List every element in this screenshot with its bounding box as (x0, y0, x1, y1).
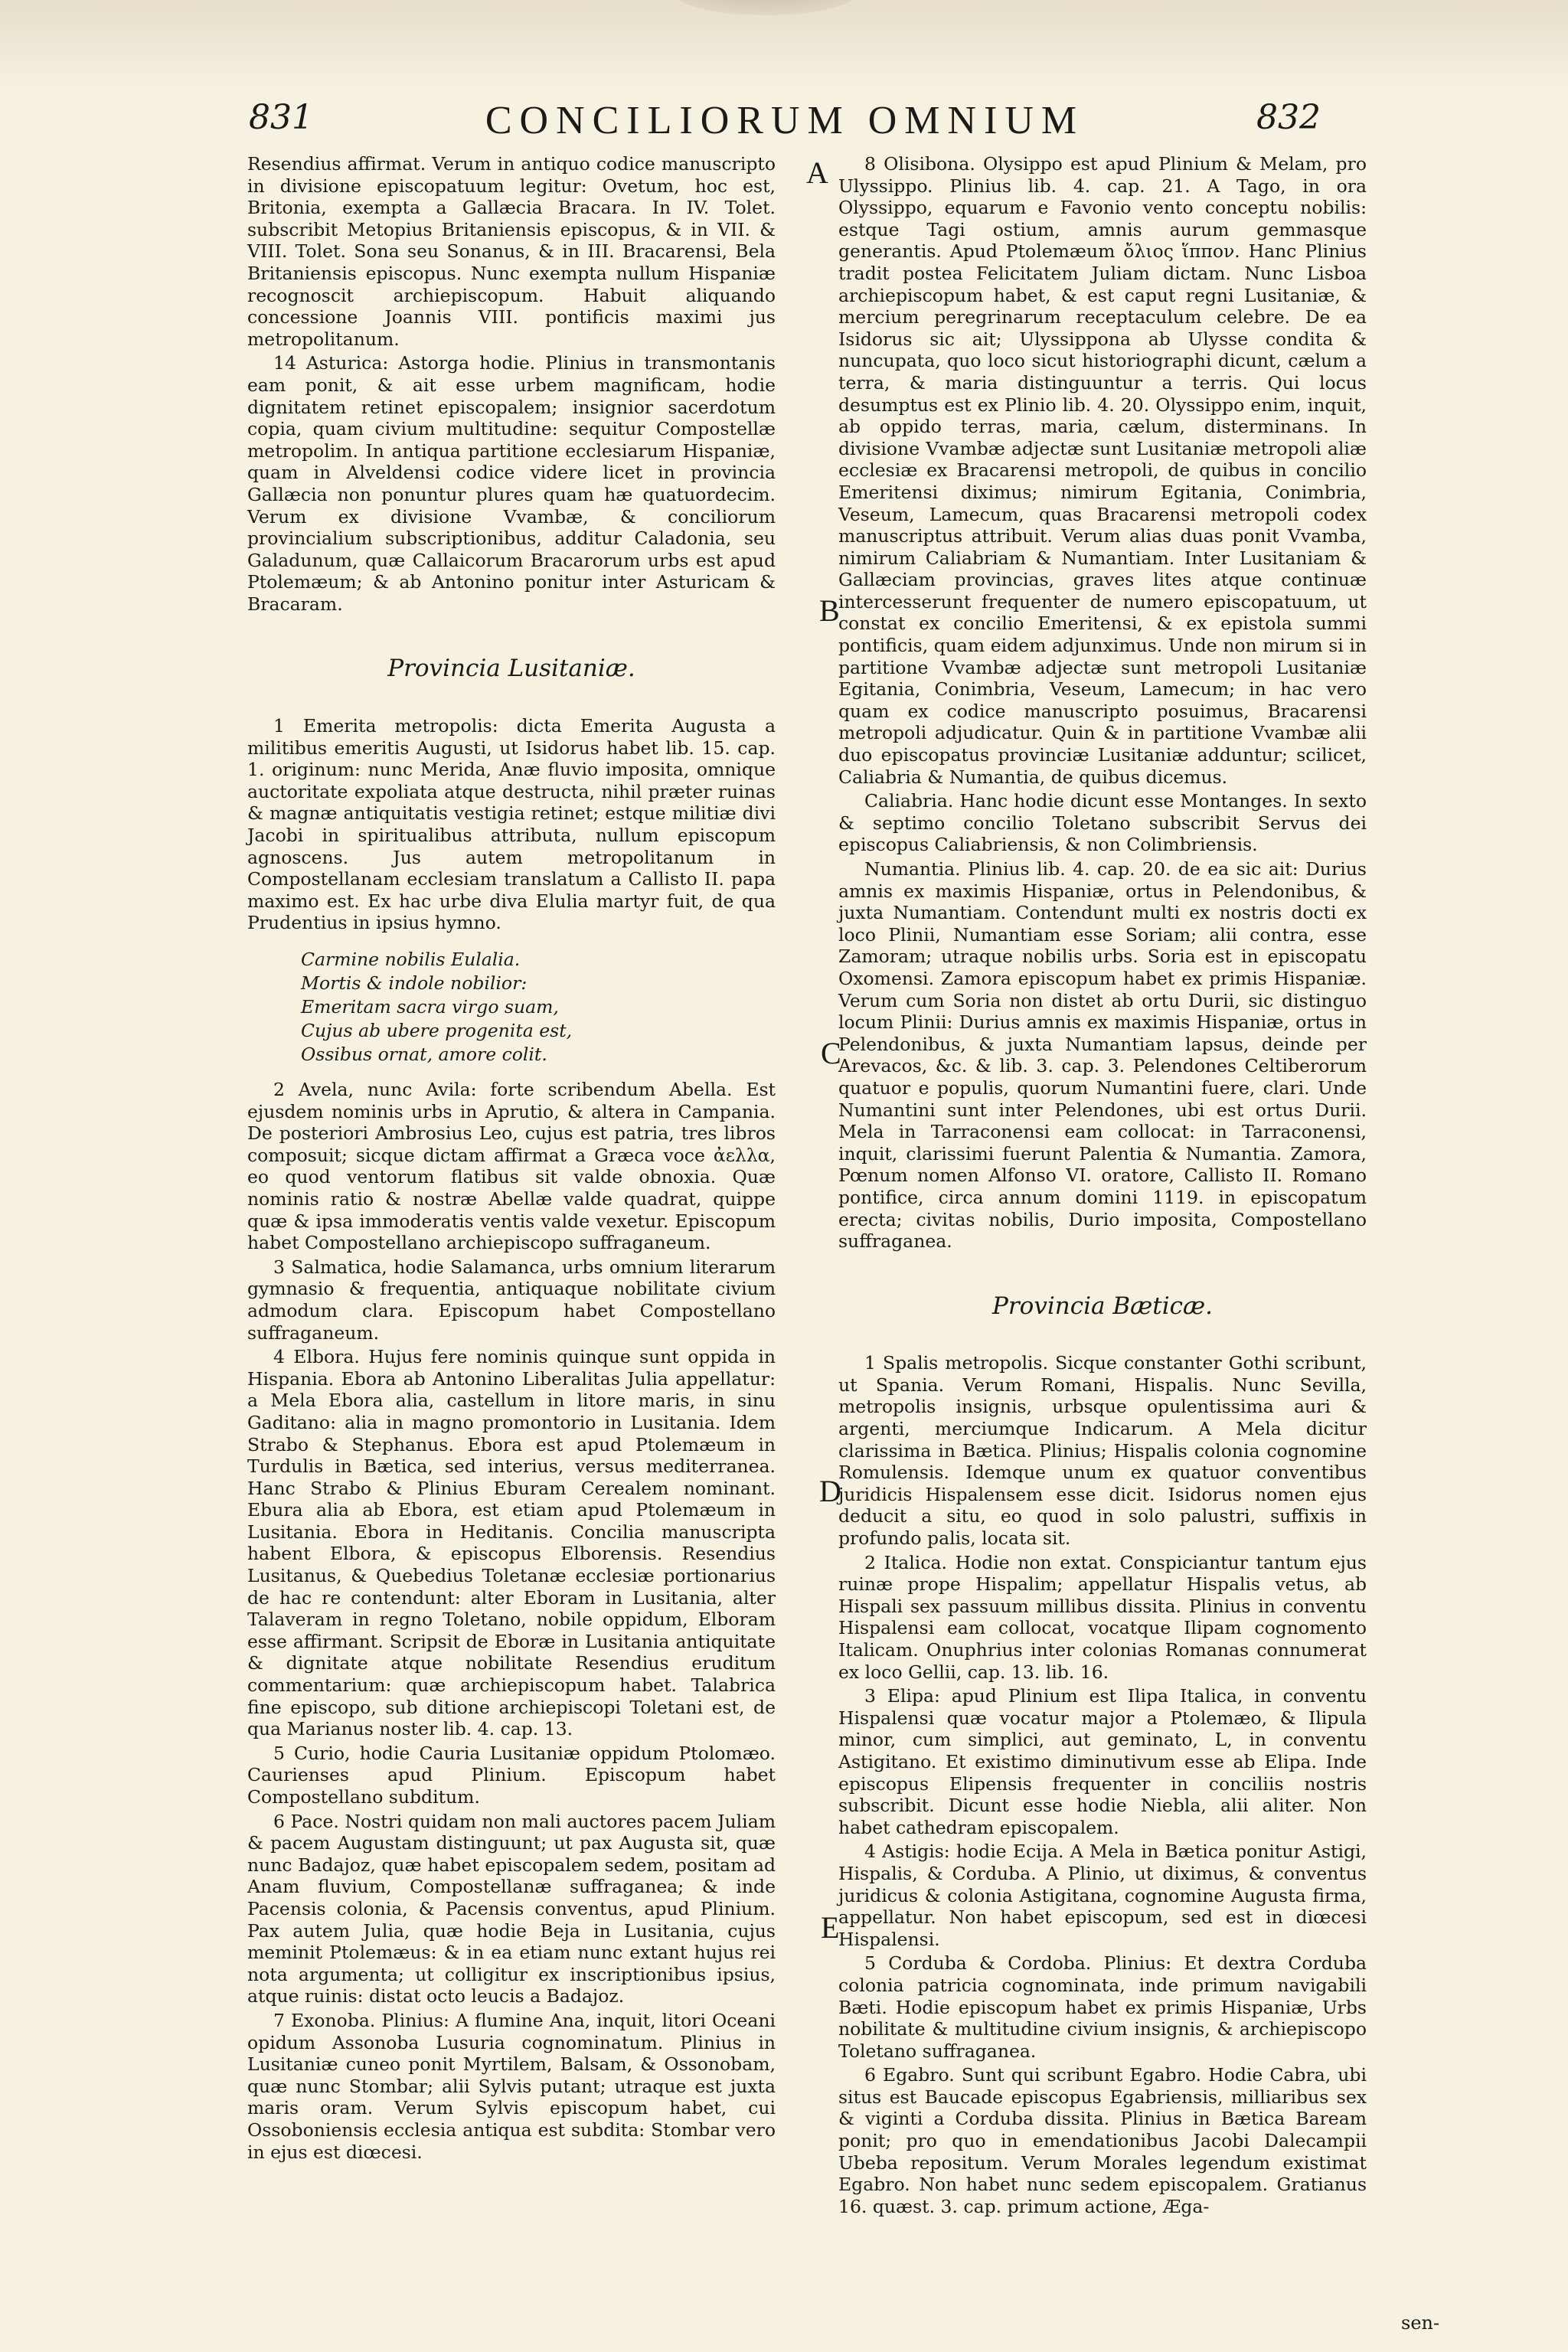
verse-line: Mortis & indole nobilior: (301, 972, 528, 994)
margin-letter-b: B (819, 593, 840, 628)
verse-line: Carmine nobilis Eulalia. (301, 949, 521, 970)
verse-prudentius (301, 948, 776, 1067)
margin-letter-a: A (806, 155, 828, 190)
paragraph-avela: 2 Avela, nunc Avila: forte scribendum Abella. Est ejusdem nominis urbs in Aprutio, & altera in Campania. De posteriori Ambrosius Leo, cujus est patria, tres libros composuit; sicque dictam affirmat a Græca voce ἀελλα, eo quod ventorum flatibus sit valde obnoxia. Quæ nominis ratio & nostræ Abellæ valde quadrat, quippe quæ & ipsa immoderatis ventis valde vexetur. Episcopum habet Compostellano archiepiscopo suffraganeum. (247, 1079, 776, 1254)
right-column (838, 153, 1367, 2220)
page-number-right: 832 (1256, 98, 1321, 137)
paragraph-caliabria: Caliabria. Hanc hodie dicunt esse Montanges. In sexto & septimo concilio Toletano subscribit Servus dei episcopus Caliabriensis, & non Colimbriensis. (838, 790, 1367, 856)
paragraph-salmatica: 3 Salmatica, hodie Salamanca, urbs omnium literarum gymnasio & frequentia, antiquaque nobilitate civium admodum clara. Episcopum habet Compostellano suffraganeum. (247, 1256, 776, 1344)
paragraph-curio: 5 Curio, hodie Cauria Lusitaniæ oppidum Ptolomæo. Caurienses apud Plinium. Episcopum habet Compostellano subditum. (247, 1742, 776, 1808)
paragraph-astigis: 4 Astigis: hodie Ecija. A Mela in Bætica ponitur Astigi, Hispalis, & Corduba. A Plinio, ut diximus, & conventus juridicus & colonia Astigitana, cognomine Augusta firma, appellatur. Non habet episcopum, sed est in diœcesi Hispalensi. (838, 1841, 1367, 1950)
section-heading-baetica: Provincia Bæticæ. (992, 1292, 1213, 1320)
page-header (249, 98, 1321, 159)
paragraph-britonia: Resendius affirmat. Verum in antiquo codice manuscripto in divisione episcopatuum legitur: Ovetum, hoc est, Britonia, exempta a Gallæcia Bracara. In IV. Tolet. subscribit Metopius Britaniensis episcopus, & in VII. & VIII. Tolet. Sona seu Sonanus, & in III. Bracarensi, Bela Britaniensis episcopus. Nunc exempta nullum Hispaniæ recognoscit archiepiscopum. Habuit aliquando concessione Joannis VIII. pontificis maximi jus metropolitanum. (247, 153, 776, 350)
paragraph-spalis: 1 Spalis metropolis. Sicque constanter Gothi scribunt, ut Spania. Verum Romani, Hispalis. Nunc Sevilla, metropolis insignis, urbsque opulentissima auri & argenti, merciumque Indicarum. A Mela dicitur clarissima in Bætica. Plinius; Hispalis colonia cognomine Romulensis. Idemque unum ex quatuor conventibus juridicis Hispalensem esse dicit. Isidorus nomen ejus deducit a situ, eo quod in solo palustri, suffixis in profundo palis, locata sit. (838, 1352, 1367, 1550)
verse-line: Ossibus ornat, amore colit. (301, 1044, 547, 1065)
running-title: CONCILIORUM OMNIUM (485, 99, 1085, 142)
left-column (247, 153, 776, 2165)
paragraph-numantia: Numantia. Plinius lib. 4. cap. 20. de ea sic ait: Durius amnis ex maximis Hispaniæ, ortus in Pelendonibus, & juxta Numantiam. Contendunt multi ex nostris docti ex loco Plinii, Numantiam esse Soriam; alii contra, esse Zamoram; utraque nobilis urbs. Soria est in episcopatu Oxomensi. Zamora episcopum habet ex primis Hispaniæ. Verum cum Soria non distet ab ortu Durii, sic distinguo locum Plinii: Durius amnis ex maximis Hispaniæ, ortus in Pelendonibus, & juxta Numantiam lapsus, deinde per Arevacos, &c. & lib. 3. cap. 3. Pelendones Celtiberorum quatuor e populis, quorum Numantini fuere, clari. Unde Numantini sunt inter Pelendones, ubi est ortus Durii. Mela in Tarraconensi eam collocat: in Tarraconensi, inquit, clarissimi fuerunt Palentia & Numantia. Zamora, Pœnum nomen Alfonso VI. oratore, Callisto II. Romano pontifice, circa annum domini 1119. in episcopatum erecta; civitas nobilis, Durio imposita, Compostellano suffraganea. (838, 858, 1367, 1253)
paragraph-exonoba: 7 Exonoba. Plinius: A flumine Ana, inquit, litori Oceani opidum Assonoba Lusuria cognominatum. Plinius in Lusitaniæ cuneo ponit Myrtilem, Balsam, & Ossonobam, quæ nunc Stombar; alii Sylvis putant; utraque est juxta maris oram. Verum Sylvis episcopum habet, cui Ossoboniensis ecclesia antiqua est subdita: Stombar vero in ejus est diœcesi. (247, 2009, 776, 2163)
paragraph-asturica: 14 Asturica: Astorga hodie. Plinius in transmontanis eam ponit, & ait esse urbem magnificam, hodie dignitatem retinet episcopalem; insignior sacerdotum copia, quam civium multitudine: sequitur Compostellæ metropolim. In antiqua partitione ecclesiarum Hispaniæ, quam in Alveldensi codice videre licet in provincia Gallæcia non ponuntur plures quam hæ quatuordecim. Verum ex divisione Vvambæ, & conciliorum provincialium subscriptionibus, additur Caladonia, seu Galadunum, quæ Callaicorum Bracarorum urbs est apud Ptolemæum; & ab Antonino ponitur inter Asturicam & Bracaram. (247, 352, 776, 615)
section-heading-lusitania: Provincia Lusitaniæ. (387, 655, 635, 683)
paragraph-olisibona: 8 Olisibona. Olysippo est apud Plinium & Melam, pro Ulyssippo. Plinius lib. 4. cap. 21. A Tago, in ora Olyssippo, equarum e Favonio vento conceptu nobilis: estque Tagi ostium, amnis aurum gemmasque generantis. Apud Ptolemæum ὄλιος ἵππον. Hanc Plinius tradit postea Felicitatem Juliam dictam. Nunc Lisboa archiepiscopum habet, & est caput regni Lusitaniæ, & mercium peregrinarum receptaculum celebre. De ea Isidorus sic ait; Ulyssippona ab Ulysse condita & nuncupata, quo loco sicut historiographi dicunt, cælum a terra, & maria distinguuntur a terris. Qui locus desumptus est ex Plinio lib. 4. 20. Olyssippo enim, inquit, ab oppido terras, maria, cælum, disterminans. In divisione Vvambæ adjectæ sunt Lusitaniæ metropoli aliæ ecclesiæ ex Bracarensi metropoli, de quibus in concilio Emeritensi diximus; nimirum Egitania, Conimbria, Veseum, Lamecum, quas Bracarensi metropoli codex manuscriptus attribuit. Verum alias duas ponit Vvamba, nimirum Caliabriam & Numantiam. Inter Lusitaniam & Gallæciam provincias, graves lites atque continuæ intercesserunt frequenter de numero episcopatuum, ut constat ex concilio Emeritensi, & ex epistola summi pontificis, quam eidem adjunximus. Unde non mirum si in partitione Vvambæ adjectæ sunt metropoli Lusitaniæ Egitania, Conimbria, Veseum, Lamecum; in hac vero quam ex codice manuscripto posuimus, Bracarensi metropoli adjudicatur. Quin & in partitione Vvambæ alii duo episcopatus provinciæ Lusitaniæ adduntur; scilicet, Caliabria & Numantia, de quibus dicemus. (838, 153, 1367, 788)
paragraph-pace: 6 Pace. Nostri quidam non mali auctores pacem Juliam & pacem Augustam distinguunt; ut pax Augusta sit, quæ nunc Badajoz, quæ habet episcopalem sedem, positam ad Anam fluvium, Compostellanæ suffraganea; & inde Pacensis colonia, & Pacensis conventus, apud Plinium. Pax autem Julia, quæ hodie Beja in Lusitania, cujus meminit Ptolemæus: & in ea etiam nunc extant hujus rei nota argumenta; ut colligitur ex inscriptionibus ipsius, atque ruinis: distat octo leucis a Badajoz. (247, 1810, 776, 2007)
paragraph-egabro: 6 Egabro. Sunt qui scribunt Egabro. Hodie Cabra, ubi situs est Baucade episcopus Egabriensis, milliaribus sex & viginti a Corduba dissita. Plinius in Bætica Baream ponit; pro quo in emendationibus Jacobi Dalecampii Ubeba repositum. Verum Morales legendum existimat Egabro. Non habet nunc sedem episcopalem. Gratianus 16. quæst. 3. cap. primum actione, Æga- (838, 2064, 1367, 2217)
margin-letter-d: D (819, 1474, 841, 1508)
catchword: sen- (1401, 2312, 1440, 2334)
page-number-left: 831 (249, 98, 313, 137)
verse-line: Emeritam sacra virgo suam, (301, 996, 559, 1018)
paragraph-elbora: 4 Elbora. Hujus fere nominis quinque sunt oppida in Hispania. Ebora ab Antonino Liberalitas Julia appellatur: a Mela Ebora alia, castellum in litore maris, in sinu Gaditano: alia in magno promontorio in Lusitania. Idem Strabo & Stephanus. Ebora est apud Ptolemæum in Turdulis in Bætica, sed interius, versus mediterranea. Hanc Strabo & Plinius Eburam Cerealem nominant. Ebura alia ab Ebora, est etiam apud Ptolemæum in Lusitania. Ebora in Heditanis. Concilia manuscripta habent Elbora, & episcopus Elborensis. Resendius Lusitanus, & Quebedius Toletanæ ecclesiæ portionarius de hac re contendunt: alter Eboram in Lusitania, alter Talaveram in regno Toletano, nobile oppidum, Elboram esse affirmant. Scripsit de Eboræ in Lusitania antiquitate & dignitate atque nobilitate Resendius eruditum commentarium: quæ archiepiscopum habet. Talabrica fine episcopo, sub ditione archiepiscopi Toletani est, de qua Marianus noster lib. 4. cap. 13. (247, 1346, 776, 1740)
paragraph-corduba: 5 Corduba & Cordoba. Plinius: Et dextra Corduba colonia patricia cognominata, inde primum navigabili Bæti. Hodie episcopum habet ex primis Hispaniæ, Urbs nobilitate & multitudine civium insignis, & archiepiscopo Toletano suffraganea. (838, 1952, 1367, 2062)
paragraph-italica: 2 Italica. Hodie non extat. Conspiciantur tantum ejus ruinæ prope Hispalim; appellatur Hispalis vetus, ab Hispali sex passuum millibus dissita. Plinius in conventu Hispalensi eam collocat, vocatque Ilipam cognomento Italicam. Onuphrius inter colonias Romanas connumerat ex loco Gellii, cap. 13. lib. 16. (838, 1551, 1367, 1683)
verse-line: Cujus ab ubere progenita est, (301, 1020, 573, 1041)
paragraph-emerita: 1 Emerita metropolis: dicta Emerita Augusta a militibus emeritis Augusti, ut Isidorus habet lib. 15. cap. 1. originum: nunc Merida, Anæ fluvio imposita, omnique auctoritate expoliata atque destructa, nihil præter ruinas & magnæ antiquitatis vestigia retinet; estque militiæ divi Jacobi in spiritualibus attributa, nullum episcopum agnoscens. Jus autem metropolitanum in Compostellanam ecclesiam translatum a Callisto II. papa maximo est. Ex hac urbe diva Elulia martyr fuit, de qua Prudentius in ipsius hymno. (247, 715, 776, 934)
paragraph-elipa: 3 Elipa: apud Plinium est Ilipa Italica, in conventu Hispalensi quæ vocatur major a Ptolemæo, & Ilipula minor, cum simplici, aut geminato, L, in conventu Astigitano. Et existimo diminutivum esse ab Elipa. Inde episcopus Elipensis frequenter in conciliis nostris subscribit. Dicunt esse hodie Niebla, alii aliter. Non habet cathedram episcopalem. (838, 1685, 1367, 1838)
margin-letter-e: E (821, 1910, 840, 1945)
margin-letter-c: C (821, 1036, 841, 1070)
